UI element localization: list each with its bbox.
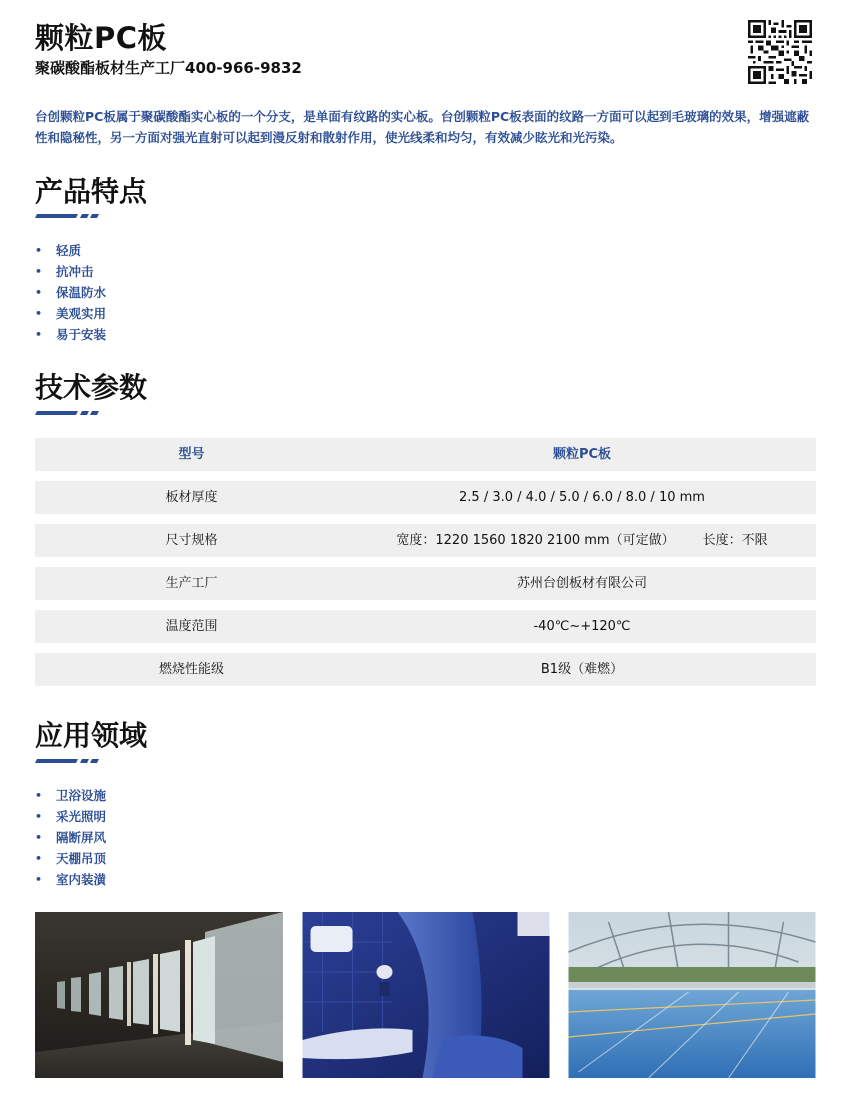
page-subtitle: 聚碳酸酯板材生产工厂400-966-9832 bbox=[35, 59, 302, 77]
specs-heading: 技术参数 bbox=[35, 371, 148, 404]
table-header-cell: 颗粒PC板 bbox=[552, 447, 612, 462]
qr-code-icon bbox=[748, 20, 812, 84]
list-item: • 隔断屏风 bbox=[35, 827, 106, 848]
list-item: • 卫浴设施 bbox=[35, 785, 106, 806]
photo-partition-wall bbox=[35, 912, 283, 1078]
photo-swimming-pool bbox=[568, 912, 816, 1078]
table-header-row bbox=[35, 438, 816, 471]
table-cell: B1级（难燃） bbox=[540, 662, 624, 677]
table-cell: 生产工厂 bbox=[165, 576, 218, 591]
features-heading: 产品特点 bbox=[35, 175, 148, 208]
table-row bbox=[35, 567, 816, 600]
table-cell: 宽度：1220 1560 1820 2100 mm（可定做） bbox=[396, 533, 675, 548]
table-header-cell: 型号 bbox=[178, 447, 205, 462]
table-cell: 长度：不限 bbox=[702, 533, 768, 548]
table-cell: 2.5 / 3.0 / 4.0 / 5.0 / 6.0 / 8.0 / 10 mm bbox=[459, 490, 705, 505]
list-item: • 美观实用 bbox=[35, 303, 106, 324]
features-list bbox=[35, 240, 106, 345]
photo-bathroom bbox=[302, 912, 550, 1078]
list-item: • 轻质 bbox=[35, 240, 106, 261]
heading-underline-icon bbox=[35, 213, 101, 219]
table-cell: -40℃~+120℃ bbox=[533, 619, 631, 634]
applications-list bbox=[35, 785, 106, 890]
table-cell: 温度范围 bbox=[165, 619, 218, 634]
list-item: • 易于安装 bbox=[35, 324, 106, 345]
heading-underline-icon bbox=[35, 410, 101, 416]
table-cell: 苏州台创板材有限公司 bbox=[516, 576, 647, 591]
table-cell: 燃烧性能级 bbox=[158, 662, 224, 677]
table-row bbox=[35, 524, 816, 557]
heading-underline-icon bbox=[35, 758, 101, 764]
intro-paragraph: 台创颗粒PC板属于聚碳酸酯实心板的一个分支，是单面有纹路的实心板。台创颗粒PC板表面的纹路一方面可以起到毛玻璃的效果，增强遮蔽性和隐秘性，另一方面对强光直射可以起到漫反射和散射作用，使光线柔和均匀，有效减少眩光和光污染。 bbox=[35, 109, 810, 145]
table-row bbox=[35, 481, 816, 514]
list-item: • 室内装潢 bbox=[35, 869, 106, 890]
table-row bbox=[35, 653, 816, 686]
table-cell-group bbox=[348, 524, 816, 557]
table-row bbox=[35, 610, 816, 643]
applications-heading: 应用领域 bbox=[35, 719, 148, 752]
list-item: • 保温防水 bbox=[35, 282, 106, 303]
table-cell: 板材厚度 bbox=[165, 490, 218, 505]
list-item: • 抗冲击 bbox=[35, 261, 106, 282]
list-item: • 天棚吊顶 bbox=[35, 848, 106, 869]
list-item: • 采光照明 bbox=[35, 806, 106, 827]
table-cell: 尺寸规格 bbox=[165, 533, 218, 548]
page-title: 颗粒PC板 bbox=[35, 21, 168, 55]
